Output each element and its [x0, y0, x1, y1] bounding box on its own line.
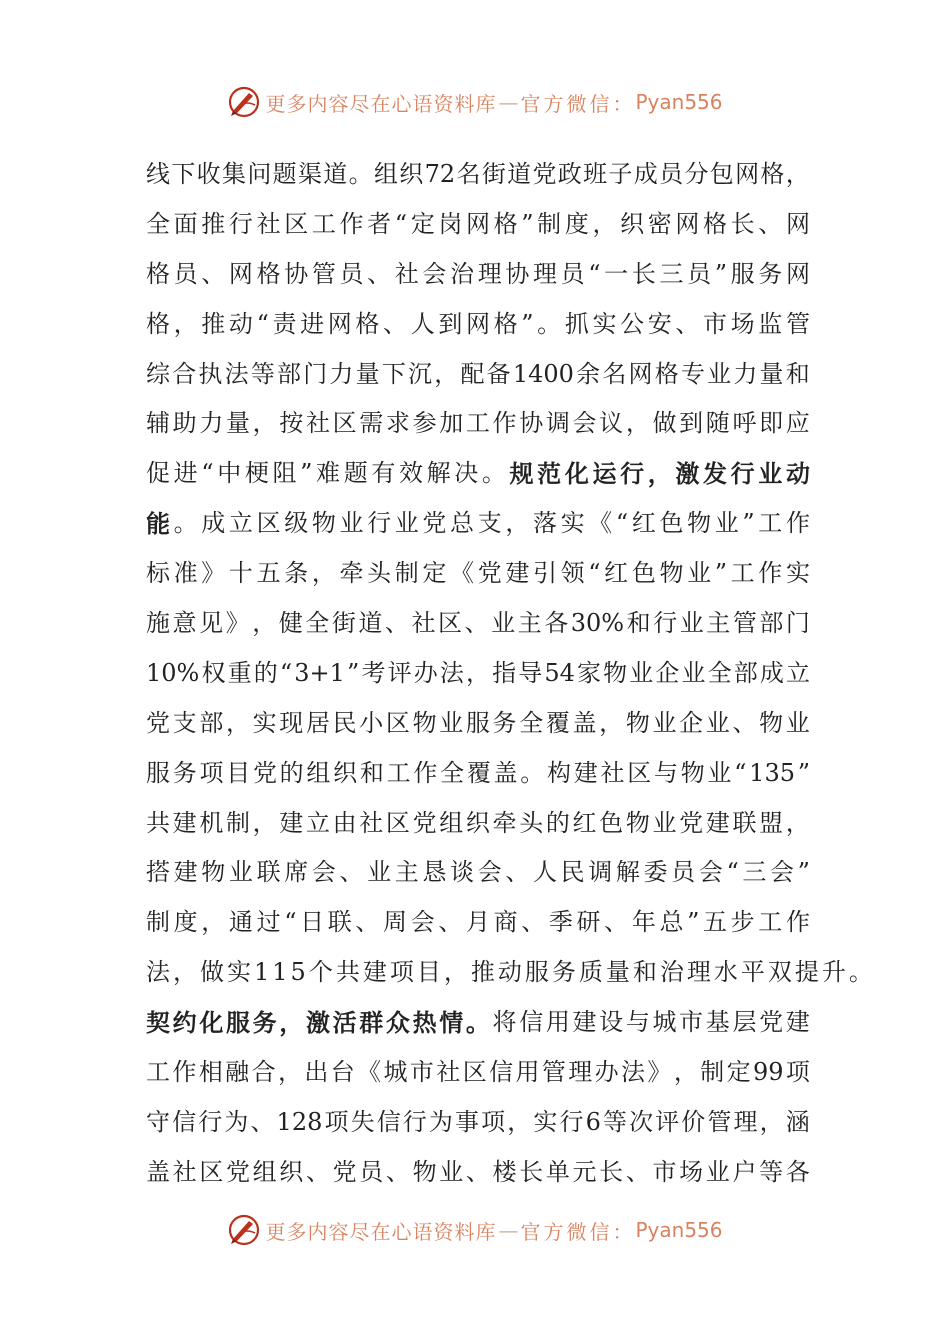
- text-line: 施 意 见 》 ， 健 全 街 道 、 社 区 、 业 主 各 30% 和 行 业 主 管 部 门: [146, 609, 810, 638]
- banner-separator: —: [498, 90, 519, 114]
- banner-title: 更多内容尽在心语资料库: [265, 1219, 497, 1244]
- text-line: 制 度 ， 通 过 “ 日 联 、 周 会 、 月 商 、 季 研 、 年 总 ” 五 步 工 作: [146, 908, 810, 937]
- pen-logo-icon: [227, 1213, 261, 1247]
- banner-wechat-id: Pyan556: [635, 1218, 723, 1242]
- text-line: 格 ， 推 动 “ 责 进 网 格 、 人 到 网 格 ” 。 抓 实 公 安 、 市 场 监 管: [146, 309, 810, 338]
- text-line: 法 ， 做 实 115 个 共 建 项 目 ， 推 动 服 务 质 量 和 治 理 水 平 双 提 升 。: [146, 958, 876, 987]
- banner-wechat-label: 官方微信：: [520, 1219, 636, 1244]
- text-line: 格 员 、 网 格 协 管 员 、 社 会 治 理 协 理 员 “ 一 长 三 员 ” 服 务 网: [146, 259, 810, 288]
- text-line: 党 支 部 ， 实 现 居 民 小 区 物 业 服 务 全 覆 盖 ， 物 业 企 业 、 物 业: [146, 708, 810, 737]
- text-line: 共 建 机 制 ， 建 立 由 社 区 党 组 织 牵 头 的 红 色 物 业 党 建 联 盟 ，: [146, 808, 810, 837]
- text-line: 工 作 相 融 合 ， 出 台 《 城 市 社 区 信 用 管 理 办 法 》 ， 制 定 99 项: [146, 1058, 810, 1087]
- banner-separator: —: [498, 1218, 519, 1242]
- header-banner: [0, 82, 950, 122]
- text-line: 搭 建 物 业 联 席 会 、 业 主 恳 谈 会 、 人 民 调 解 委 员 会 “ 三 会 ”: [146, 858, 810, 887]
- text-line: 能 。 成 立 区 级 物 业 行 业 党 总 支 ， 落 实 《 “ 红 色 物 业 ” 工 作: [146, 509, 810, 539]
- text-line: 全 面 推 行 社 区 工 作 者 “ 定 岗 网 格 ” 制 度 ， 织 密 网 格 长 、 网: [146, 209, 810, 238]
- banner-wechat-label: 官方微信：: [520, 91, 636, 116]
- pen-logo-icon: [227, 85, 261, 119]
- text-line: 标 准 》 十 五 条 ， 牵 头 制 定 《 党 建 引 领 “ 红 色 物 业 ” 工 作 实: [146, 559, 810, 588]
- text-line: 契 约 化 服 务 ， 激 活 群 众 热 情 。 将 信 用 建 设 与 城 市 基 层 党 建: [146, 1008, 810, 1038]
- text-line: 10% 权 重 的 “ 3+1 ” 考 评 办 法 ， 指 导 54 家 物 业 企 业 全 部 成 立: [146, 658, 810, 687]
- text-line: 综 合 执 法 等 部 门 力 量 下 沉 ， 配 备 1400 余 名 网 格 专 业 力 量 和: [146, 359, 810, 388]
- banner-title: 更多内容尽在心语资料库: [265, 91, 497, 116]
- text-line: 守 信 行 为 、 128 项 失 信 行 为 事 项 ， 实 行 6 等 次 评 价 管 理 ， 涵: [146, 1107, 810, 1136]
- footer-banner: [0, 1210, 950, 1250]
- document-body: [146, 150, 876, 1198]
- text-line: 盖 社 区 党 组 织 、 党 员 、 物 业 、 楼 长 单 元 长 、 市 场 业 户 等 各: [146, 1157, 810, 1186]
- text-line: 线 下 收 集 问 题 渠 道 。 组 织 72 名 街 道 党 政 班 子 成 员 分 包 网 格 ，: [146, 160, 810, 188]
- text-line: 促 进 “ 中 梗 阻 ” 难 题 有 效 解 决 。 规 范 化 运 行 ， 激 发 行 业 动: [146, 459, 810, 489]
- text-line: 辅 助 力 量 ， 按 社 区 需 求 参 加 工 作 协 调 会 议 ， 做 到 随 呼 即 应: [146, 409, 810, 438]
- text-line: 服 务 项 目 党 的 组 织 和 工 作 全 覆 盖 。 构 建 社 区 与 物 业 “ 135 ”: [146, 758, 810, 787]
- banner-wechat-id: Pyan556: [635, 90, 723, 114]
